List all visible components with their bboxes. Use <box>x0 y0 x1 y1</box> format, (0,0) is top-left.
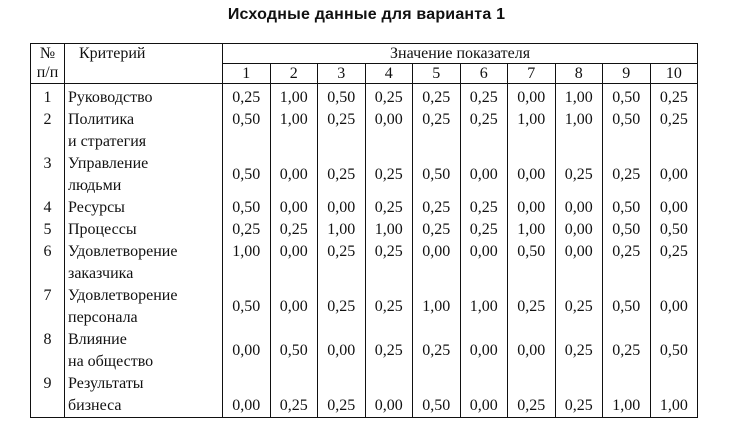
criterion-cell <box>65 241 223 285</box>
value-cell: 1,00 <box>365 219 413 241</box>
column-header-5: 5 <box>413 64 461 84</box>
column-header-2: 2 <box>270 64 318 84</box>
table-row <box>31 285 698 329</box>
column-header-3: 3 <box>318 64 366 84</box>
criterion-cell <box>65 109 223 153</box>
value-cell: 0,00 <box>508 153 556 197</box>
num-header-line1: № <box>39 45 56 62</box>
value-cell: 0,25 <box>318 153 366 197</box>
value-cell: 0,00 <box>223 329 271 373</box>
value-cell: 0,00 <box>460 373 508 418</box>
table-row <box>31 153 698 197</box>
value-cell: 0,00 <box>365 109 413 153</box>
value-cell: 0,25 <box>555 329 603 373</box>
column-header-8: 8 <box>555 64 603 84</box>
value-cell: 0,00 <box>223 373 271 418</box>
value-cell: 0,50 <box>650 329 698 373</box>
criterion-cell <box>65 84 223 110</box>
value-cell: 0,50 <box>270 329 318 373</box>
value-cell: 0,25 <box>603 241 651 285</box>
value-cell: 0,25 <box>270 219 318 241</box>
criterion-line1: Ресурсы <box>68 199 125 216</box>
criterion-cell <box>65 153 223 197</box>
value-cell: 0,50 <box>603 219 651 241</box>
value-cell: 0,00 <box>508 84 556 110</box>
value-cell: 1,00 <box>460 285 508 329</box>
value-cell: 0,00 <box>650 197 698 219</box>
value-cell: 0,25 <box>413 109 461 153</box>
value-cell: 0,00 <box>318 329 366 373</box>
value-cell: 0,25 <box>508 285 556 329</box>
data-table <box>30 43 698 418</box>
table-row <box>31 197 698 219</box>
value-cell: 0,25 <box>270 373 318 418</box>
value-cell: 0,25 <box>318 285 366 329</box>
value-cell: 0,25 <box>365 84 413 110</box>
value-cell: 0,25 <box>555 373 603 418</box>
value-cell: 1,00 <box>603 373 651 418</box>
value-cell: 0,00 <box>270 285 318 329</box>
criterion-line2: заказчика <box>68 265 134 282</box>
criterion-line2: и стратегия <box>68 133 147 150</box>
value-cell: 0,00 <box>270 197 318 219</box>
value-cell: 0,50 <box>318 84 366 110</box>
value-cell: 0,00 <box>270 241 318 285</box>
value-cell: 0,25 <box>413 219 461 241</box>
row-number: 5 <box>31 219 65 241</box>
value-cell: 1,00 <box>223 241 271 285</box>
column-header-9: 9 <box>603 64 651 84</box>
row-number: 8 <box>31 329 65 373</box>
value-cell: 1,00 <box>413 285 461 329</box>
value-cell: 0,25 <box>460 84 508 110</box>
value-cell: 0,25 <box>413 84 461 110</box>
value-cell: 0,25 <box>460 109 508 153</box>
value-cell: 0,00 <box>650 285 698 329</box>
criterion-cell <box>65 373 223 418</box>
value-cell: 0,50 <box>603 109 651 153</box>
table-row <box>31 84 698 110</box>
value-cell: 0,25 <box>460 197 508 219</box>
value-cell: 1,00 <box>650 373 698 418</box>
value-cell: 1,00 <box>555 84 603 110</box>
value-cell: 0,50 <box>508 241 556 285</box>
value-cell: 0,25 <box>460 219 508 241</box>
value-cell: 0,25 <box>603 153 651 197</box>
value-cell: 0,50 <box>223 109 271 153</box>
value-cell: 0,25 <box>650 84 698 110</box>
criterion-header: Критерий <box>65 44 223 84</box>
table-row <box>31 241 698 285</box>
value-cell: 0,50 <box>603 197 651 219</box>
value-cell: 0,50 <box>413 153 461 197</box>
column-header-1: 1 <box>223 64 271 84</box>
row-number: 9 <box>31 373 65 418</box>
value-cell: 1,00 <box>508 109 556 153</box>
row-number: 2 <box>31 109 65 153</box>
value-cell: 0,00 <box>555 197 603 219</box>
value-cell: 0,25 <box>508 373 556 418</box>
value-cell: 0,25 <box>365 241 413 285</box>
value-cell: 1,00 <box>270 84 318 110</box>
criterion-line1: Влияние <box>68 331 127 348</box>
row-number: 4 <box>31 197 65 219</box>
value-cell: 0,25 <box>365 285 413 329</box>
value-cell: 0,25 <box>365 153 413 197</box>
value-cell: 0,00 <box>413 241 461 285</box>
criterion-cell <box>65 285 223 329</box>
value-cell: 0,00 <box>508 329 556 373</box>
value-cell: 0,25 <box>365 197 413 219</box>
num-header-line2: п/п <box>36 64 59 81</box>
value-cell: 0,25 <box>223 84 271 110</box>
value-cell: 0,25 <box>223 219 271 241</box>
criterion-line1: Политика <box>68 111 135 128</box>
criterion-line2: людьми <box>68 177 122 194</box>
value-cell: 0,25 <box>318 373 366 418</box>
value-cell: 0,00 <box>460 241 508 285</box>
column-header-6: 6 <box>460 64 508 84</box>
column-header-10: 10 <box>650 64 698 84</box>
value-cell: 0,00 <box>460 153 508 197</box>
num-header <box>31 44 65 84</box>
value-cell: 1,00 <box>270 109 318 153</box>
row-number: 3 <box>31 153 65 197</box>
table-row <box>31 219 698 241</box>
value-cell: 0,25 <box>413 197 461 219</box>
value-cell: 0,50 <box>223 153 271 197</box>
criterion-line2: персонала <box>68 309 138 326</box>
row-number: 1 <box>31 84 65 110</box>
row-number: 7 <box>31 285 65 329</box>
value-cell: 0,00 <box>270 153 318 197</box>
value-group-header: Значение показателя <box>223 44 698 64</box>
value-cell: 0,50 <box>413 373 461 418</box>
value-cell: 0,25 <box>555 285 603 329</box>
value-cell: 0,00 <box>318 197 366 219</box>
table-row <box>31 373 698 418</box>
value-cell: 0,25 <box>650 241 698 285</box>
value-cell: 0,00 <box>650 153 698 197</box>
criterion-line1: Процессы <box>68 221 137 238</box>
criterion-cell <box>65 197 223 219</box>
criterion-line1: Результаты <box>68 375 144 392</box>
criterion-cell <box>65 329 223 373</box>
value-cell: 0,00 <box>555 241 603 285</box>
value-cell: 0,25 <box>318 241 366 285</box>
value-cell: 0,25 <box>555 153 603 197</box>
criterion-cell <box>65 219 223 241</box>
value-cell: 0,25 <box>318 109 366 153</box>
criterion-line1: Руководство <box>68 89 153 106</box>
criterion-line1: Удовлетворение <box>68 243 178 260</box>
value-cell: 0,25 <box>650 109 698 153</box>
value-cell: 0,25 <box>413 329 461 373</box>
value-cell: 1,00 <box>318 219 366 241</box>
value-cell: 0,25 <box>365 329 413 373</box>
table-row <box>31 109 698 153</box>
criterion-line1: Управление <box>68 155 149 172</box>
value-cell: 1,00 <box>508 219 556 241</box>
value-cell: 0,25 <box>603 329 651 373</box>
value-cell: 0,50 <box>603 84 651 110</box>
value-cell: 0,00 <box>365 373 413 418</box>
criterion-line2: бизнеса <box>68 397 122 414</box>
value-cell: 0,00 <box>460 329 508 373</box>
page-title: Исходные данные для варианта 1 <box>227 6 506 23</box>
column-header-4: 4 <box>365 64 413 84</box>
value-cell: 1,00 <box>555 109 603 153</box>
value-cell: 0,00 <box>555 219 603 241</box>
criterion-line1: Удовлетворение <box>68 287 178 304</box>
value-cell: 0,50 <box>603 285 651 329</box>
criterion-line2: на общество <box>68 353 154 370</box>
value-cell: 0,50 <box>223 197 271 219</box>
column-header-7: 7 <box>508 64 556 84</box>
value-cell: 0,50 <box>650 219 698 241</box>
value-cell: 0,50 <box>223 285 271 329</box>
value-cell: 0,00 <box>508 197 556 219</box>
table-row <box>31 329 698 373</box>
row-number: 6 <box>31 241 65 285</box>
